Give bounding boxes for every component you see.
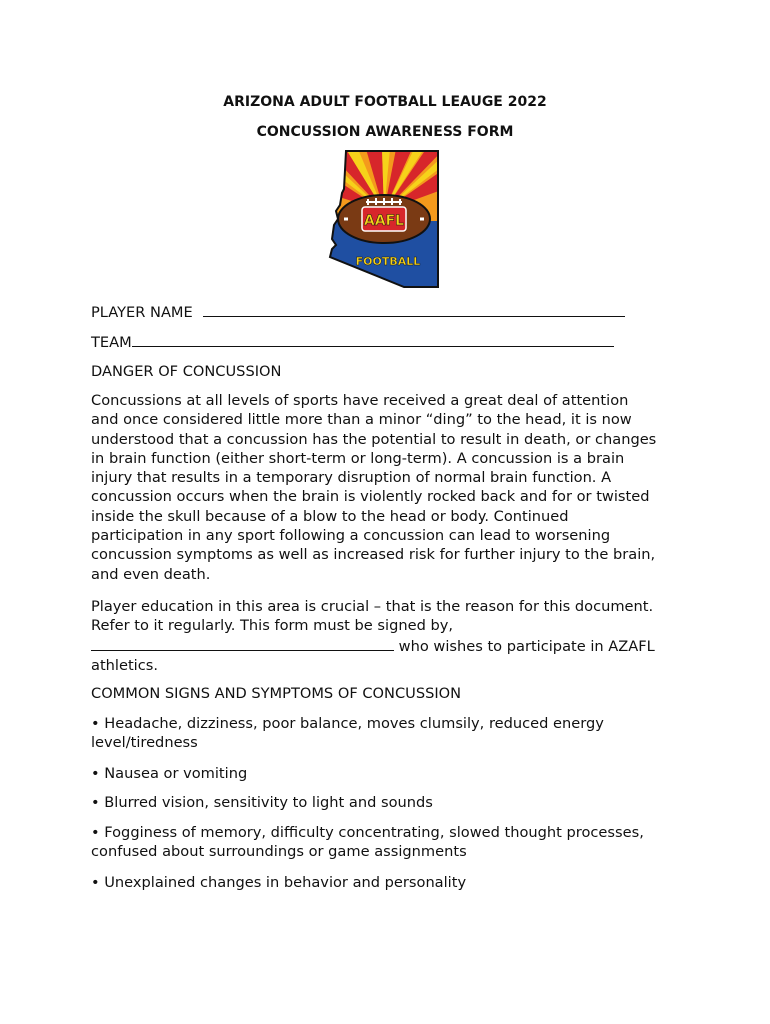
danger-paragraph: Concussions at all levels of sports have received a great deal of attention and once considered little more than a minor “ding” to the head, it is now understood that a concussion has the potential to result in death, or changes in brain function (either short-term or long-term). A concussion is a brain injury that results in a temporary disruption of normal brain function. A concussion occurs when the brain is violently rocked back and for or twisted inside the skull because of a blow to the head or body. Continued participation in any sport following a concussion can lead to worsening concussion symptoms as well as increased risk for further injury to the brain, and even death. xyxy=(91,392,657,583)
signer-name-input[interactable] xyxy=(91,636,394,651)
player-name-field[interactable] xyxy=(91,302,691,322)
document-title: ARIZONA ADULT FOOTBALL LEAUGE 2022 xyxy=(223,94,547,110)
document-subtitle: CONCUSSION AWARENESS FORM xyxy=(256,124,514,140)
symptom-list-item: • Fogginess of memory, difficulty concentrating, slowed thought processes, confused about surroundings or game assignments xyxy=(91,824,644,861)
aafl-logo xyxy=(326,149,444,291)
symptom-list-item: • Headache, dizziness, poor balance, moves clumsily, reduced energy level/tiredness xyxy=(91,715,604,752)
svg-text:AAFL: AAFL xyxy=(363,213,405,229)
danger-heading: DANGER OF CONCUSSION xyxy=(91,363,282,380)
svg-text:FOOTBALL: FOOTBALL xyxy=(355,255,421,268)
team-label: TEAM xyxy=(91,334,132,351)
team-field[interactable] xyxy=(91,332,691,352)
player-name-label: PLAYER NAME xyxy=(91,304,193,321)
symptoms-heading: COMMON SIGNS AND SYMPTOMS OF CONCUSSION xyxy=(91,685,462,702)
symptom-list-item: • Unexplained changes in behavior and personality xyxy=(91,874,467,891)
education-paragraph: Player education in this area is crucial – that is the reason for this document. Refer to it regularly. This form must be signed by, who wishes to participate in AZAFL athletics. xyxy=(91,598,655,674)
symptom-list-item: • Blurred vision, sensitivity to light and sounds xyxy=(91,794,433,811)
player-name-input[interactable] xyxy=(203,302,625,317)
team-input[interactable] xyxy=(132,332,614,347)
symptom-list-item: • Nausea or vomiting xyxy=(91,765,248,782)
